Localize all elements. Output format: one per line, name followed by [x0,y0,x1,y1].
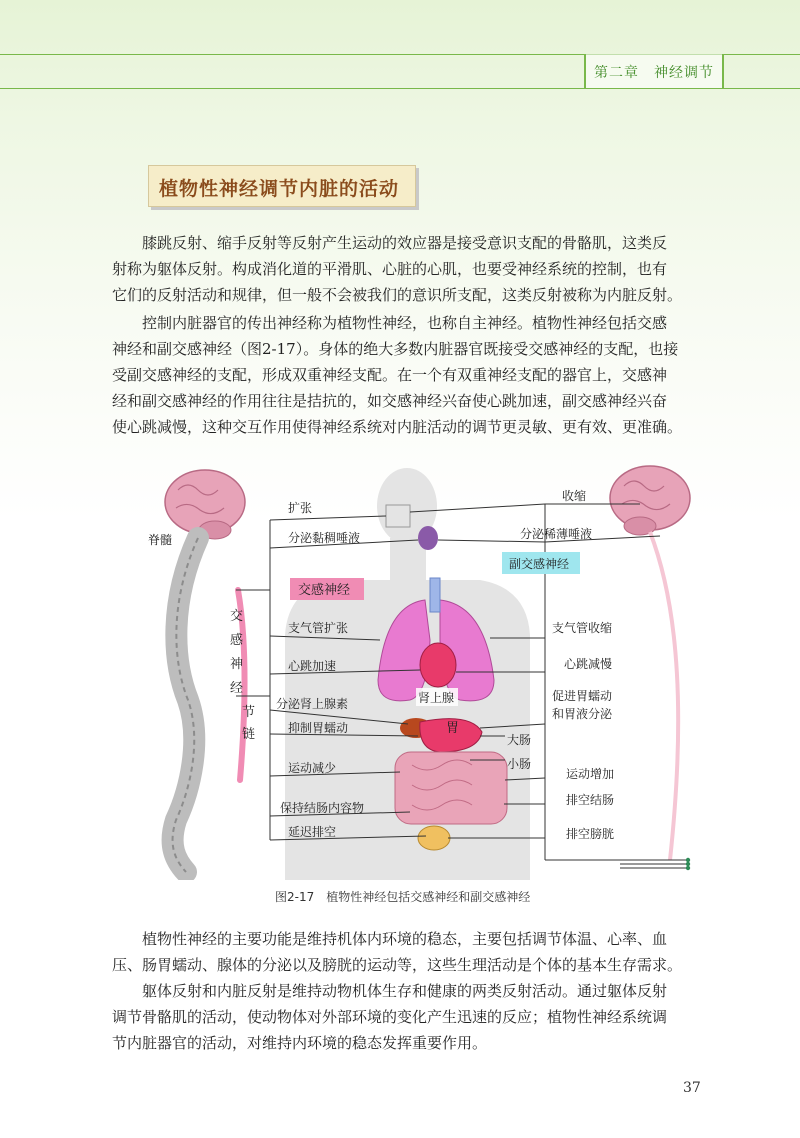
parasympathetic-label: 副交感神经 [509,557,570,571]
effect-label: 促进胃蠕动 [552,689,613,703]
sympathetic-label: 交感神经 [298,583,351,598]
text-line: 使心跳减慢，这种交互作用使得神经系统对内脏活动的调节更灵敏、更有效、更准确。 [112,418,683,436]
nerve-terminals [686,858,690,870]
text-line: 压、肠胃蠕动、腺体的分泌以及膀胱的运动等，这些生理活动是个体的基本生存需求。 [112,956,683,974]
effect-label: 分泌稀薄唾液 [520,527,593,541]
effect-label: 运动减少 [288,761,337,775]
heart [420,643,456,687]
text-line: 控制内脏器官的传出神经称为植物性神经，也称自主神经。植物性神经包括交感 [142,314,668,332]
large-intestine-label: 大肠 [507,733,532,747]
effect-label: 分泌黏稠唾液 [288,531,361,545]
text-line: 躯体反射和内脏反射是维持动物机体生存和健康的两类反射活动。通过躯体反射 [142,982,668,1000]
salivary-gland [418,526,438,550]
paragraph-2 [112,310,712,440]
paragraph-1 [112,230,712,308]
chain-char: 经 [230,681,244,696]
effect-label: 分泌肾上腺素 [276,697,349,711]
effect-label: 扩张 [288,501,313,515]
chapter-title: 第二章 神经调节 [594,65,714,81]
adrenal-label: 肾上腺 [418,691,455,705]
paragraph-3 [112,926,712,978]
header-rule-bottom [0,88,800,89]
effect-label: 和胃液分泌 [552,707,613,721]
text-line: 植物性神经的主要功能是维持机体内环境的稳态，主要包括调节体温、心率、血 [142,930,668,948]
chain-char: 链 [242,727,256,742]
text-line: 节内脏器官的活动，对维持内环境的稳态发挥重要作用。 [112,1034,488,1052]
effect-label: 支气管扩张 [288,621,349,635]
chain-char: 交 [230,609,244,624]
effect-label: 保持结肠内容物 [280,801,365,815]
bladder [418,826,450,850]
text-line: 调节骨骼肌的活动，使动物体对外部环境的变化产生迅速的反应；植物性神经系统调 [112,1008,668,1026]
text-line: 它们的反射活动和规律，但一般不会被我们的意识所支配，这类反射被称为内脏反射。 [112,286,683,304]
effect-label: 支气管收缩 [552,621,613,635]
effect-label: 心跳减慢 [564,657,613,671]
effect-label: 运动增加 [566,767,615,781]
text-line: 受副交感神经的支配，形成双重神经支配。在一个有双重神经支配的器官上，交感神 [112,366,668,384]
chain-char: 感 [230,633,244,648]
effect-label: 心跳加速 [288,659,337,673]
text-line: 神经和副交感神经（图2-17）。身体的绝大多数内脏器官既接受交感神经的支配，也接 [112,340,679,358]
page-number: 37 [683,1080,701,1096]
chain-char: 节 [242,705,256,720]
spinal-cord-label: 脊髓 [148,533,173,547]
effect-label: 抑制胃蠕动 [288,721,349,735]
stomach-label: 胃 [446,721,460,736]
text-line: 经和副交感神经的作用往往是拮抗的，如交感神经兴奋使心跳加速，副交感神经兴奋 [112,392,668,410]
intestines [395,752,507,824]
chain-char: 神 [230,657,244,672]
figure-caption: 图2-17 植物性神经包括交感神经和副交感神经 [275,890,531,904]
effect-label: 延迟排空 [288,825,337,839]
parasympathetic-cord [650,532,678,860]
brain-left [165,470,245,539]
autonomic-nervous-system-figure [0,460,800,880]
brain-right [610,466,690,535]
effect-label: 排空结肠 [566,793,615,807]
text-line: 射称为躯体反射。构成消化道的平滑肌、心脏的心肌，也要受神经系统的控制，也有 [112,260,668,278]
trachea [430,578,440,612]
chapter-header [584,54,724,88]
section-title: 植物性神经调节内脏的活动 [159,178,400,200]
effect-label: 收缩 [562,489,587,503]
paragraph-4 [112,978,712,1056]
small-intestine-label: 小肠 [507,757,532,771]
section-title-box [148,165,416,207]
text-line: 膝跳反射、缩手反射等反射产生运动的效应器是接受意识支配的骨骼肌，这类反 [142,234,668,252]
parasympathetic-effects [520,488,614,841]
effect-label: 排空膀胱 [566,827,615,841]
